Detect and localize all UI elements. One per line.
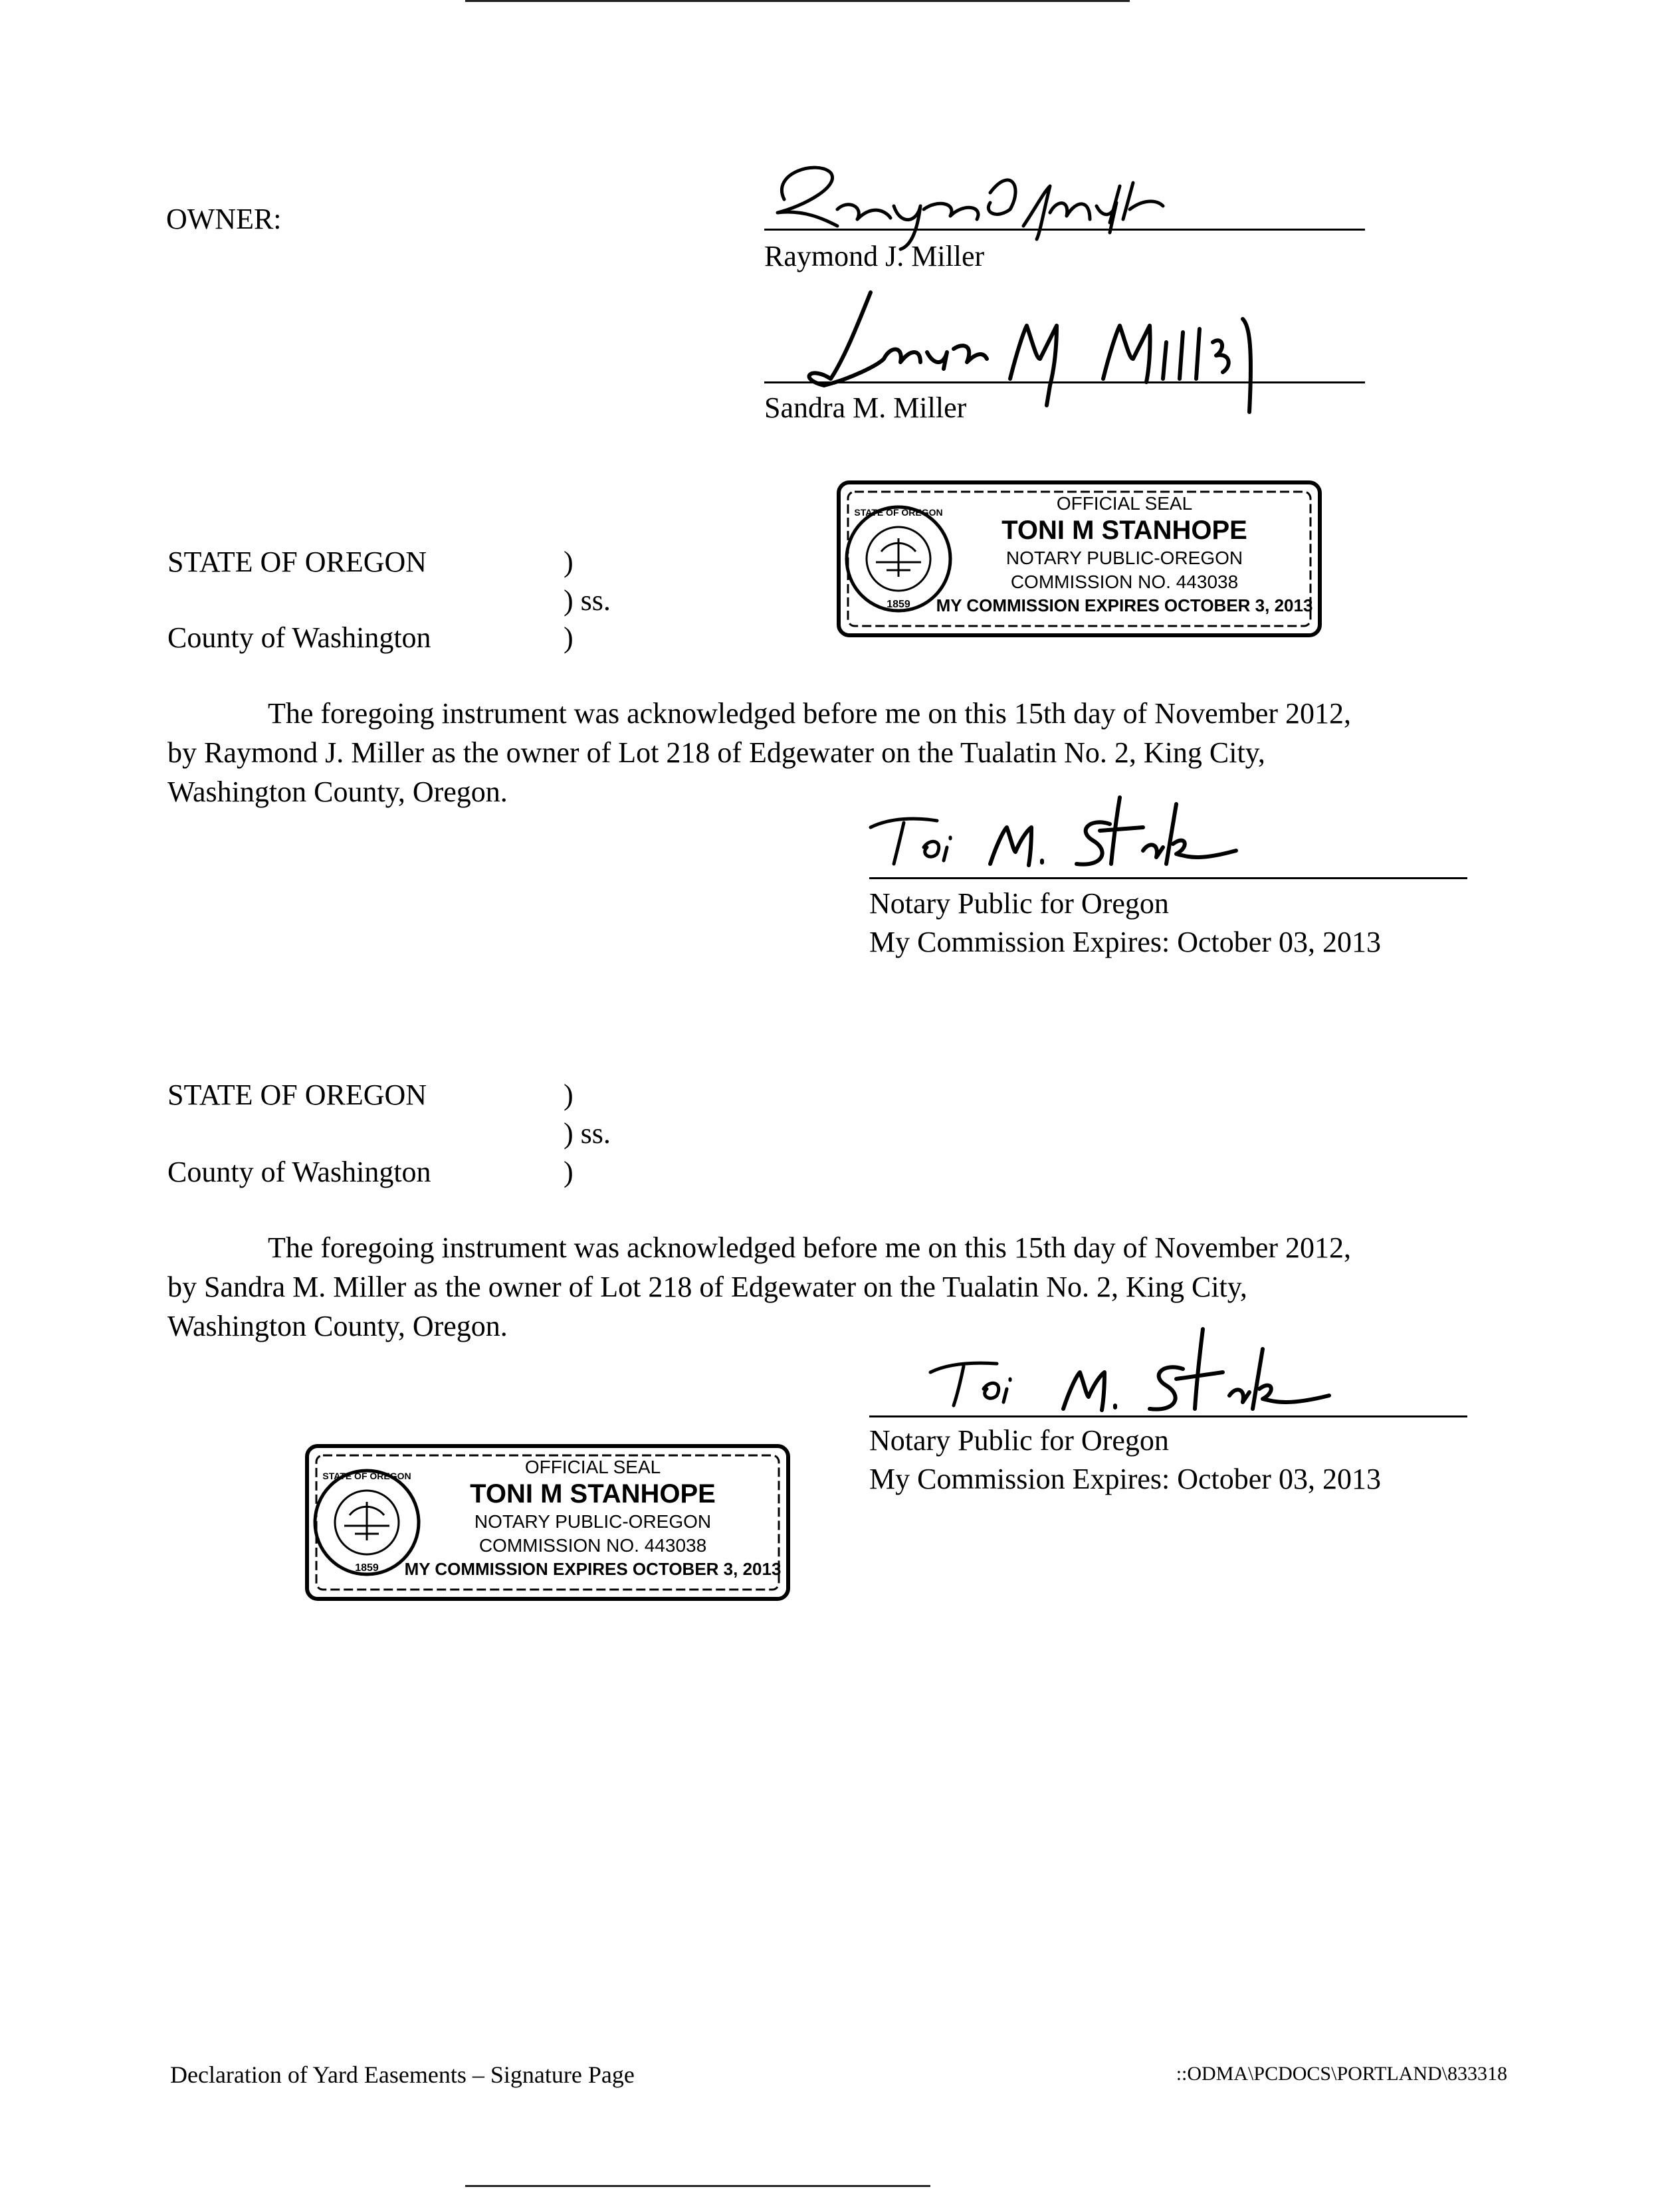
- acknowledgment-line: The foregoing instrument was acknowledged before me on this 15th day of November 2012,: [268, 697, 1352, 730]
- notary-seal: [833, 477, 1325, 641]
- acknowledgment-line: Washington County, Oregon.: [167, 1310, 508, 1342]
- acknowledgment-line: by Raymond J. Miller as the owner of Lot 218 of Edgewater on the Tualatin No. 2, King City,: [167, 736, 1265, 769]
- signature-line-sandra: [764, 381, 1365, 383]
- notary-signature-line: [869, 1415, 1467, 1417]
- notary-title: Notary Public for Oregon: [869, 1424, 1169, 1457]
- venue-state: STATE OF OREGON: [167, 546, 427, 578]
- venue-county: County of Washington: [167, 1156, 431, 1188]
- notary-signature-line: [869, 877, 1467, 879]
- seal-notary-name: TONI M STANHOPE: [1001, 516, 1247, 545]
- seal-office: NOTARY PUBLIC-OREGON: [1005, 548, 1243, 568]
- notary-title: Notary Public for Oregon: [869, 887, 1169, 920]
- seal-emblem-year: 1859: [355, 1562, 379, 1574]
- owner-label: OWNER:: [166, 203, 282, 235]
- acknowledgment-line: The foregoing instrument was acknowledged before me on this 15th day of November 2012,: [268, 1231, 1352, 1264]
- notary-commission-expiration: My Commission Expires: October 03, 2013: [869, 1463, 1381, 1495]
- acknowledgment-line: Washington County, Oregon.: [167, 776, 508, 808]
- signer-name-raymond: Raymond J. Miller: [764, 240, 985, 272]
- notary-commission-expiration: My Commission Expires: October 03, 2013: [869, 926, 1381, 958]
- scan-edge-mark: [465, 0, 1130, 2]
- venue-ss: ) ss.: [564, 1117, 611, 1150]
- venue-ss: ) ss.: [564, 584, 611, 617]
- venue-paren: ): [564, 1156, 574, 1188]
- seal-emblem-year: 1859: [887, 599, 910, 610]
- seal-title: OFFICIAL SEAL: [1056, 493, 1193, 514]
- scan-edge-mark: [465, 2185, 930, 2187]
- seal-commission-number: COMMISSION NO. 443038: [1010, 572, 1239, 592]
- seal-office: NOTARY PUBLIC-OREGON: [474, 1511, 712, 1532]
- footer-document-path: ::ODMA\PCDOCS\PORTLAND\833318: [1176, 2063, 1507, 2085]
- notary-signature: [917, 1322, 1342, 1422]
- seal-emblem-title: STATE OF OREGON: [322, 1471, 411, 1481]
- seal-expiration: MY COMMISSION EXPIRES OCTOBER 3, 2013: [936, 595, 1313, 615]
- venue-county: County of Washington: [167, 621, 431, 654]
- acknowledgment-line: by Sandra M. Miller as the owner of Lot 218 of Edgewater on the Tualatin No. 2, King City,: [167, 1271, 1247, 1303]
- seal-commission-number: COMMISSION NO. 443038: [478, 1535, 707, 1556]
- venue-paren: ): [564, 621, 574, 654]
- seal-notary-name: TONI M STANHOPE: [470, 1479, 716, 1509]
- venue-paren: ): [564, 546, 574, 578]
- signature-line-raymond: [764, 229, 1365, 231]
- notary-signature: [864, 791, 1263, 884]
- venue-paren: ): [564, 1079, 574, 1111]
- seal-emblem-title: STATE OF OREGON: [854, 507, 943, 518]
- signer-name-sandra: Sandra M. Miller: [764, 391, 967, 424]
- seal-title: OFFICIAL SEAL: [524, 1457, 661, 1477]
- footer-document-title: Declaration of Yard Easements – Signature Page: [170, 2061, 635, 2088]
- venue-state: STATE OF OREGON: [167, 1079, 427, 1111]
- notary-seal: [302, 1441, 793, 1604]
- seal-expiration: MY COMMISSION EXPIRES OCTOBER 3, 2013: [404, 1559, 782, 1579]
